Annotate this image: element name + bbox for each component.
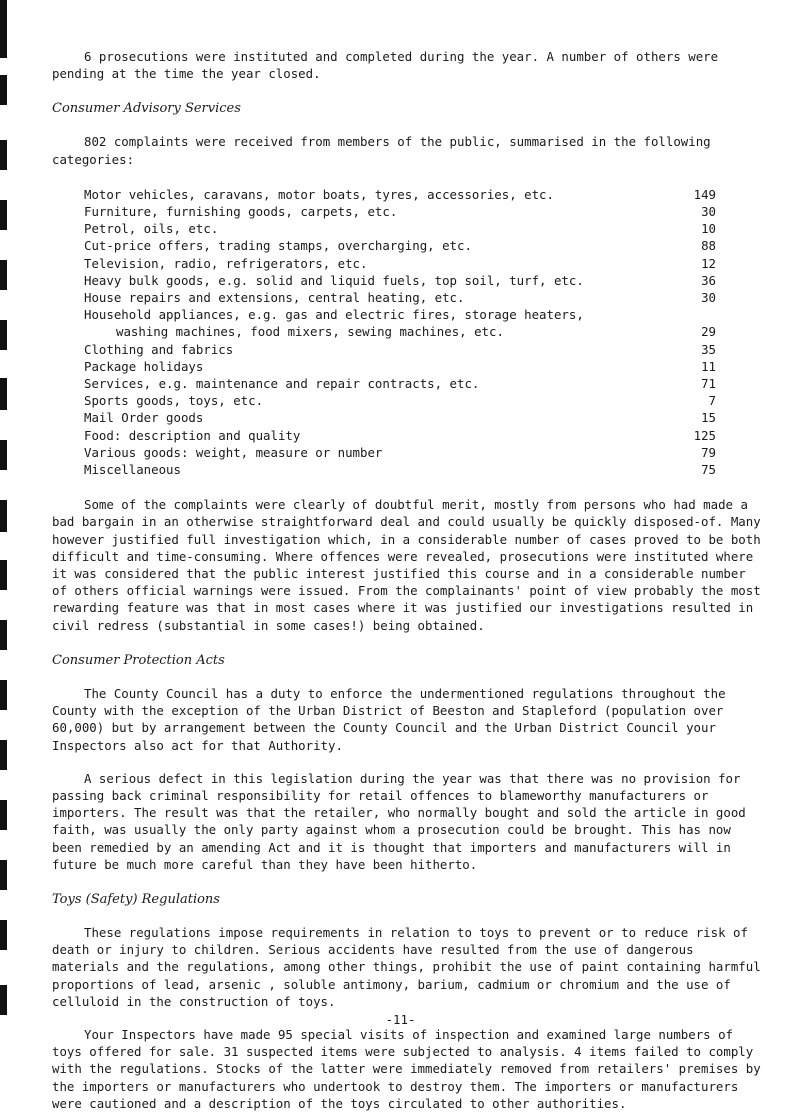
complaint-row <box>84 341 716 358</box>
complaint-category: Package holidays <box>84 358 204 374</box>
complaint-count: 71 <box>701 376 716 392</box>
binding-mark <box>0 740 7 770</box>
complaint-category-continuation: washing machines, food mixers, sewing machines, etc. <box>116 324 504 340</box>
complaint-row <box>84 272 716 289</box>
complaint-row <box>84 186 716 203</box>
complaint-row <box>84 444 716 461</box>
binding-mark <box>0 320 7 350</box>
document-page <box>52 48 767 1112</box>
section-heading-consumer-protection: Consumer Protection Acts <box>52 652 225 668</box>
complaint-row <box>84 392 716 409</box>
binding-mark <box>0 260 7 290</box>
complaint-count: 30 <box>701 290 716 306</box>
complaint-row <box>84 220 716 237</box>
complaint-category: House repairs and extensions, central heating, etc. <box>84 290 465 306</box>
section-heading-toys-safety: Toys (Safety) Regulations <box>52 891 220 907</box>
binding-mark <box>0 75 7 105</box>
complaint-row-continuation <box>84 323 716 340</box>
complaint-category: Heavy bulk goods, e.g. solid and liquid fuels, top soil, turf, etc. <box>84 272 584 288</box>
intro-paragraph: 6 prosecutions were instituted and completed during the year. A number of others were pending at the time the year closed. <box>52 49 719 82</box>
complaints-table <box>84 186 716 478</box>
binding-mark <box>0 500 7 532</box>
complaint-row <box>84 358 716 375</box>
complaint-row <box>84 203 716 220</box>
binding-mark <box>0 378 7 410</box>
binding-mark <box>0 800 7 830</box>
complaint-row <box>84 237 716 254</box>
complaint-count: 88 <box>701 238 716 254</box>
binding-mark <box>0 860 7 890</box>
complaint-category: Motor vehicles, caravans, motor boats, tyres, accessories, etc. <box>84 186 554 202</box>
complaint-category: Mail Order goods <box>84 410 204 426</box>
complaint-category: Television, radio, refrigerators, etc. <box>84 255 368 271</box>
complaint-row <box>84 255 716 272</box>
binding-mark <box>0 140 7 170</box>
binding-mark <box>0 620 7 650</box>
complaint-category: Food: description and quality <box>84 427 301 443</box>
section-heading-consumer-advisory: Consumer Advisory Services <box>52 101 241 117</box>
complaint-count: 29 <box>701 324 716 340</box>
complaint-count: 10 <box>701 221 716 237</box>
complaint-category: Sports goods, toys, etc. <box>84 393 264 409</box>
complaint-count-empty <box>668 306 716 323</box>
binding-mark <box>0 985 7 1015</box>
toys-paragraph-1: These regulations impose requirements in relation to toys to prevent or to reduce risk of death or injury to children. Serious accidents have resulted from the use of dangerous materials and the regulations, among other things, prohibit the use of paint containing harmful proportions of lead, arsenic , soluble antimony, barium, cadmium or chromium and the use of celluloid in the construction of toys. <box>52 924 761 1009</box>
complaint-category: Clothing and fabrics <box>84 341 234 357</box>
complaint-count: 149 <box>693 186 716 202</box>
binding-mark <box>0 440 7 470</box>
complaint-category: Miscellaneous <box>84 462 181 478</box>
consumer-protection-paragraph-2: A serious defect in this legislation during the year was that there was no provision for passing back criminal responsibility for retail offences to blameworthy manufacturers or importers. The result was that the retailer, who normally bought and sold the article in good faith, was usually the only party against whom a prosecution could be brought. This has now been remedied by an amending Act and it is thought that importers and manufacturers will in future be much more careful than they have been hitherto. <box>52 770 746 872</box>
complaint-category: Services, e.g. maintenance and repair contracts, etc. <box>84 376 480 392</box>
toys-paragraph-2: Your Inspectors have made 95 special visits of inspection and examined large numbers of toys offered for sale. 31 suspected items were subjected to analysis. 4 items failed to comply with the regulations. Stocks of the latter were immediately removed from retailers' premises by the importers or manufacturers who undertook to destroy them. The importers or manufacturers were cautioned and a description of the toys circulated to other authorities. <box>52 1026 761 1111</box>
complaint-row <box>84 375 716 392</box>
complaint-count: 79 <box>701 444 716 460</box>
complaint-count: 36 <box>701 272 716 288</box>
complaint-count: 12 <box>701 255 716 271</box>
consumer-protection-paragraph-1: The County Council has a duty to enforce the undermentioned regulations throughout the County with the exception of the Urban District of Beeston and Stapleford (population over 60,000) but by arrangement between the County Council and the Urban District Council your Inspectors also act for that Authority. <box>52 685 726 753</box>
binding-mark <box>0 0 7 58</box>
complaint-category: Petrol, oils, etc. <box>84 221 219 237</box>
binding-mark <box>0 200 7 230</box>
complaint-category: Household appliances, e.g. gas and electric fires, storage heaters, <box>84 307 584 323</box>
complaints-comment-paragraph: Some of the complaints were clearly of doubtful merit, mostly from persons who had made a bad bargain in an otherwise straightforward deal and could usually be quickly disposed-of. Many however justified full investigation which, in a considerable number of cases proved to be both difficult and time-consuming. Where offences were revealed, prosecutions were instituted where it was considered that the public interest justified this course and in a considerable number of others official warnings were issued. From the complainants' point of view probably the most rewarding feature was that in most cases where it was justified our investigations resulted in civil redress (substantial in some cases!) being obtained. <box>52 497 761 633</box>
complaint-count: 15 <box>701 410 716 426</box>
complaint-count: 35 <box>701 341 716 357</box>
complaint-category: Cut-price offers, trading stamps, overcharging, etc. <box>84 238 472 254</box>
complaint-category: Furniture, furnishing goods, carpets, etc. <box>84 204 398 220</box>
binding-mark <box>0 680 7 710</box>
page-number: -11- <box>385 1012 416 1027</box>
complaint-row <box>84 306 716 323</box>
complaint-count: 11 <box>701 358 716 374</box>
complaint-count: 75 <box>701 462 716 478</box>
complaint-count: 125 <box>693 427 716 443</box>
complaint-row <box>84 409 716 426</box>
complaint-count: 7 <box>708 393 716 409</box>
binding-mark <box>0 560 7 590</box>
complaint-row <box>84 427 716 444</box>
complaint-row <box>84 461 716 478</box>
complaints-intro-paragraph: 802 complaints were received from members of the public, summarised in the following categories: <box>52 134 711 167</box>
complaint-category: Various goods: weight, measure or number <box>84 444 383 460</box>
binding-mark <box>0 920 7 950</box>
complaint-row <box>84 289 716 306</box>
complaint-count: 30 <box>701 204 716 220</box>
